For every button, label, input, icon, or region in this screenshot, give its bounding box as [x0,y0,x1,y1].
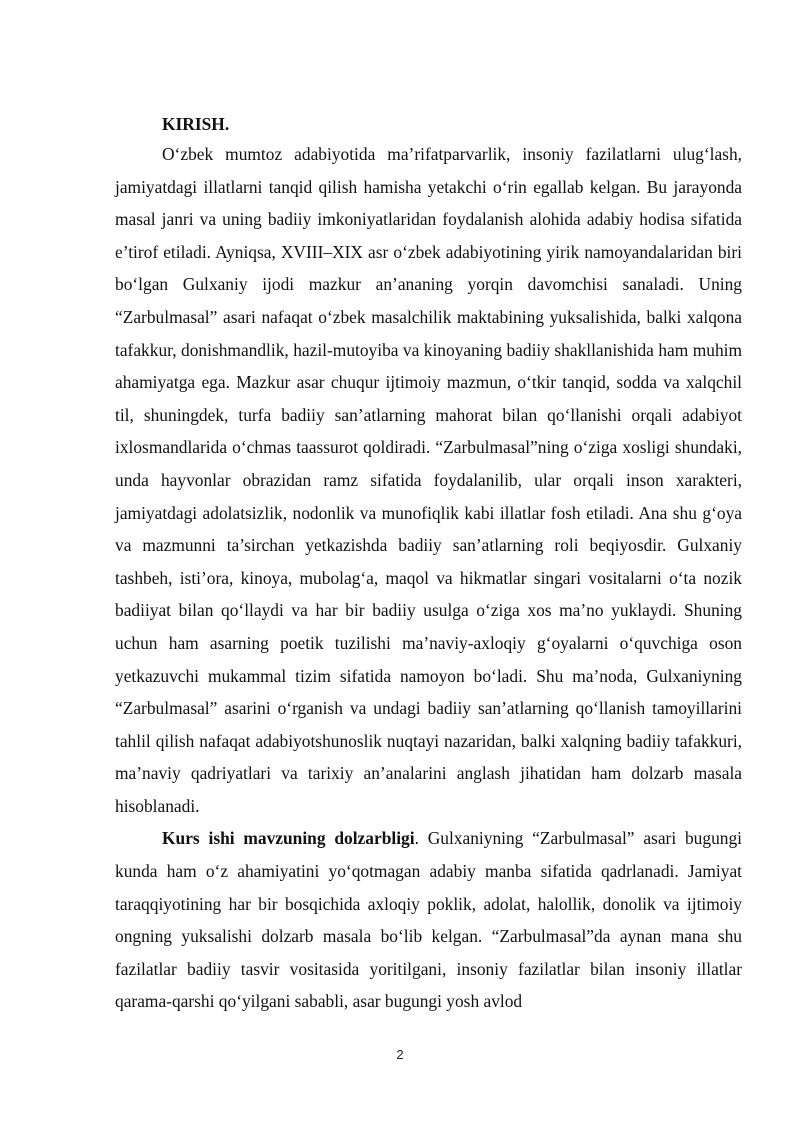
intro-paragraph: O‘zbek mumtoz adabiyotida ma’rifatparvarlik, insoniy fazilatlarni ulug‘lash, jamiyatdagi illatlarni tanqid qilish hamisha yetakchi o‘rin egallab kelgan. Bu jarayonda masal janri va uning badiiy imkoniyatlaridan foydalanish alohida adabiy hodisa sifatida e’tirof etiladi. Ayniqsa, XVIII–XIX asr o‘zbek adabiyotining yirik namoyandalaridan biri bo‘lgan Gulxaniy ijodi mazkur an’ananing yorqin davomchisi sanaladi. Uning “Zarbulmasal” asari nafaqat o‘zbek masalchilik maktabining yuksalishida, balki xalqona tafakkur, donishmandlik, hazil-mutoyiba va kinoyaning badiiy shakllanishida ham muhim ahamiyatga ega. Mazkur asar chuqur ijtimoiy mazmun, o‘tkir tanqid, sodda va xalqchil til, shuningdek, turfa badiiy san’atlarning mahorat bilan qo‘llanishi orqali adabiyot ixlosmandlarida o‘chmas taassurot qoldiradi. “Zarbulmasal”ning o‘ziga xosligi shundaki, unda hayvonlar obrazidan ramz sifatida foydalanilib, ular orqali inson xarakteri, jamiyatdagi adolatsizlik, nodonlik va munofiqlik kabi illatlar fosh etiladi. Ana shu g‘oya va mazmunni ta’sirchan yetkazishda badiiy san’atlarning roli beqiyosdir. Gulxaniy tashbeh, isti’ora, kinoya, mubolag‘a, maqol va hikmatlar singari vositalarni o‘ta nozik badiiyat bilan qo‘llaydi va har bir badiiy usulga o‘ziga xos ma’no yuklaydi. Shuning uchun ham asarning poetik tuzilishi ma’naviy-axloqiy g‘oyalarni o‘quvchiga oson yetkazuvchi mukammal tizim sifatida namoyon bo‘ladi. Shu ma’noda, Gulxaniyning “Zarbulmasal” asarini o‘rganish va undagi badiiy san’atlarning qo‘llanish tamoyillarini tahlil qilish nafaqat adabiyotshunoslik nuqtayi nazaridan, balki xalqning badiiy tafakkuri, ma’naviy qadriyatlari va tarixiy an’analarini anglash jihatidan ham dolzarb masala hisoblanadi. [115,144,742,816]
section-heading: KIRISH. [162,114,230,134]
page-number: 2 [396,1047,404,1062]
relevance-label: Kurs ishi mavzuning dolzarbligi [162,828,415,849]
page-content [115,110,742,1018]
relevance-paragraph [115,822,742,1018]
relevance-text: . Gulxaniyning “Zarbulmasal” asari bugungi kunda ham o‘z ahamiyatini yo‘qotmagan adabiy manba sifatida qadrlanadi. Jamiyat taraqqiyotining har bir bosqichida axloqiy poklik, adolat, halollik, donolik va ijtimoiy ongning yuksalishi dolzarb masala bo‘lib kelgan. “Zarbulmasal”da aynan mana shu fazilatlar badiiy tasvir vositasida yoritilgani, insoniy fazilatlar bilan insoniy illatlar qarama-qarshi qo‘yilgani sababli, asar bugungi yosh avlod [115,828,742,1012]
